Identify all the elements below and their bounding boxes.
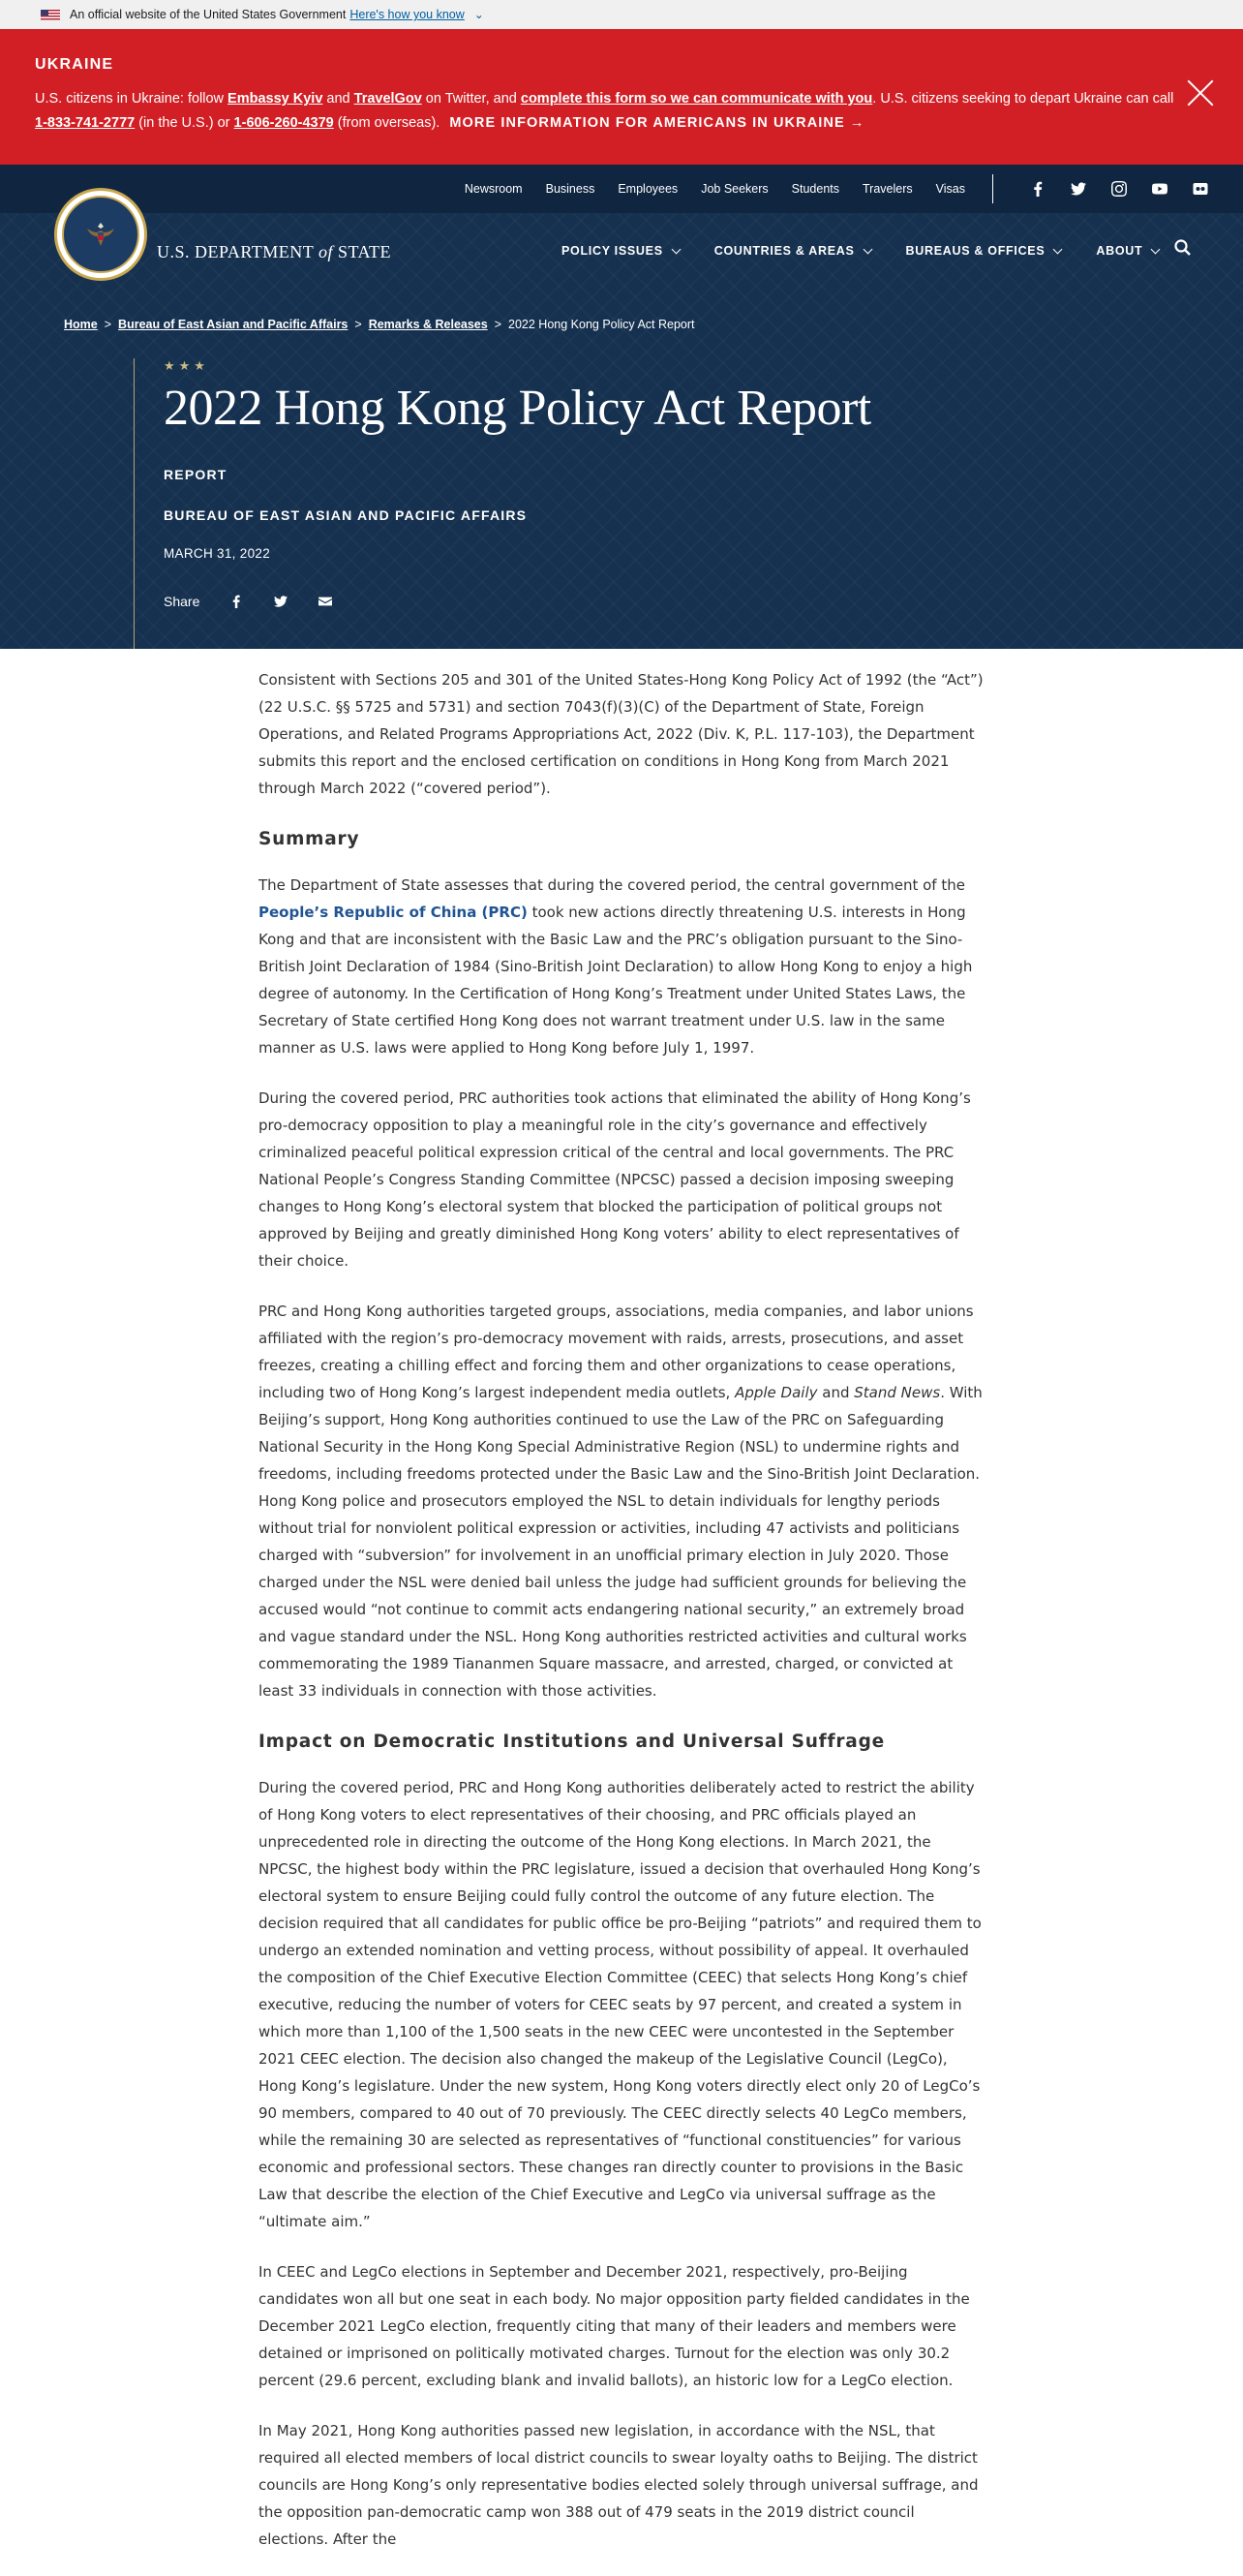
- search-icon[interactable]: [1173, 238, 1193, 258]
- summary-paragraph-1: [258, 872, 985, 1061]
- nav-countries-areas[interactable]: [714, 244, 871, 258]
- summary-paragraph-3: [258, 1298, 985, 1704]
- publish-date: MARCH 31, 2022: [164, 546, 270, 561]
- paragraph-text: . With Beijing’s support, Hong Kong authorities continued to use the Law of the PRC on Safeguarding National Security in the Hong Kong Special Administrative Region (NSL) to undermine rights and freedoms, including freedoms protected under the Basic Law and the Sino-British Joint Declaration. Hong Kong police and prosecutors employed the NSL to detain individuals for lengthy periods without trial for nonviolent political expression or activities, including 47 activists and politicians charged with “subversion” for involvement in an unofficial primary election in July 2020. Those charged under the NSL were denied bail unless the judge had sufficient grounds for believing the accused would “not continue to commit acts endangering national security,” an extremely broad and vague standard under the NSL. Hong Kong authorities restricted activities and cultural works commemorating the 1989 Tiananmen Square massacre, and arrested, charged, or convicted at least 33 individuals in connection with those activities.: [258, 1384, 983, 1700]
- alert-text: . U.S. citizens seeking to depart Ukraine can call: [872, 91, 1174, 107]
- breadcrumb-bureau[interactable]: Bureau of East Asian and Pacific Affairs: [118, 318, 349, 331]
- heres-how-you-know-link[interactable]: Here's how you know: [349, 8, 465, 21]
- summary-paragraph-2: During the covered period, PRC authorities took actions that eliminated the ability of Hong Kong’s pro-democracy opposition to play a meaningful role in the city’s governance and effectively criminalized peaceful political expression critical of the central and local governments. The PRC National People’s Congress Standing Committee (NPCSC) passed a decision imposing sweeping changes to Hong Kong’s electoral system that blocked the participation of political groups not approved by Beijing and greatly diminished Hong Kong voters’ ability to elect representatives of their choice.: [258, 1089, 971, 1270]
- flickr-icon[interactable]: [1191, 179, 1210, 199]
- utility-nav: [0, 165, 1243, 213]
- prc-link[interactable]: People’s Republic of China (PRC): [258, 904, 528, 921]
- chevron-down-icon: [1053, 244, 1063, 254]
- share-twitter-icon[interactable]: [273, 594, 288, 609]
- impact-paragraph-3: In May 2021, Hong Kong authorities passed new legislation, in accordance with the NSL, that required all elected members of local district councils to swear loyalty oaths to Beijing. The district councils are Hong Kong’s only representative bodies elected solely through universal suffrage, and the opposition pan-democratic camp won 388 out of 479 seats in the 2019 district council elections. After the: [258, 2422, 979, 2548]
- more-info-ukraine-link[interactable]: MORE INFORMATION FOR AMERICANS IN UKRAINE →: [449, 115, 865, 131]
- ukraine-alert: [0, 29, 1243, 165]
- hero-card: [134, 358, 871, 649]
- phone-us-link[interactable]: 1-833-741-2777: [35, 115, 136, 131]
- primary-nav: [561, 244, 1194, 258]
- embassy-kyiv-link[interactable]: Embassy Kyiv: [227, 91, 323, 107]
- content-type-label: REPORT: [164, 467, 227, 482]
- seal-inner: [62, 196, 139, 273]
- paragraph-text: The Department of State assesses that during the covered period, the central government of the: [258, 876, 965, 894]
- utility-link-travelers[interactable]: Travelers: [863, 182, 913, 196]
- page-title: 2022 Hong Kong Policy Act Report: [164, 381, 871, 436]
- utility-link-visas[interactable]: Visas: [935, 182, 965, 196]
- utility-link-job-seekers[interactable]: Job Seekers: [701, 182, 769, 196]
- article-body: [258, 666, 985, 2576]
- youtube-icon[interactable]: [1150, 179, 1169, 199]
- dept-name-of: of: [318, 242, 333, 261]
- close-icon[interactable]: [1187, 79, 1214, 107]
- alert-text: (in the U.S.) or: [135, 115, 234, 131]
- section-heading-impact: Impact on Democratic Institutions and Universal Suffrage: [258, 1732, 885, 1752]
- facebook-icon[interactable]: [1028, 179, 1047, 199]
- alert-text: and: [322, 91, 354, 107]
- breadcrumb-current: 2022 Hong Kong Policy Act Report: [508, 318, 695, 331]
- nav-about[interactable]: [1096, 244, 1159, 258]
- dept-name-text: U.S. DEPARTMENT: [157, 242, 318, 261]
- department-seal-logo[interactable]: [54, 188, 147, 281]
- twitter-icon[interactable]: [1069, 179, 1088, 199]
- eagle-icon: [83, 217, 118, 252]
- breadcrumb-home[interactable]: Home: [64, 318, 98, 331]
- alert-text: U.S. citizens in Ukraine: follow: [35, 91, 228, 107]
- chevron-down-icon[interactable]: ⌄: [473, 8, 484, 21]
- page-header: [0, 165, 1243, 649]
- travelgov-link[interactable]: TravelGov: [353, 91, 422, 107]
- phone-overseas-link[interactable]: 1-606-260-4379: [233, 115, 334, 131]
- instagram-icon[interactable]: [1109, 179, 1129, 199]
- impact-paragraph-2: In CEEC and LegCo elections in September and December 2021, respectively, pro-Beijing candidates won all but one seat in each body. No major opposition party fielded candidates in the December 2021 LegCo election, frequently citing that many of their leaders and members were detained or imprisoned on politically motivated charges. Turnout for the election was only 30.2 percent (29.6 percent, excluding blank and invalid ballots), an historic low for a LegCo election.: [258, 2263, 970, 2389]
- breadcrumb-separator: >: [494, 318, 502, 331]
- chevron-down-icon: [863, 244, 872, 254]
- impact-paragraph-1: During the covered period, PRC and Hong Kong authorities deliberately acted to restrict the ability of Hong Kong voters to elect representatives of their choosing, and PRC officials played an unprecedented role in directing the outcome of the Hong Kong elections. In March 2021, the NPCSC, the highest body within the PRC legislature, issued a decision that overhauled Hong Kong’s electoral system to ensure Beijing could fully control the outcome of any future election. The decision required that all candidates for public office be pro-Beijing “patriots” and required them to undergo an extended nomination and vetting process, without possibility of appeal. It overhauled the composition of the Chief Executive Election Committee (CEEC) that selects Hong Kong’s chief executive, reducing the number of voters for CEEC seats by 97 percent, and created a system in which more than 1,100 of the 1,500 seats in the new CEEC were uncontested in the September 2021 CEEC election. The decision also changed the makeup of the Legislative Council (LegCo), Hong Kong’s legislature. Under the new system, Hong Kong voters directly elect only 20 of LegCo’s 90 members, compared to 40 out of 70 previously. The CEEC directly selects 40 LegCo members, while the remaining 30 are selected as representatives of “functional constituencies” for various economic and professional sectors. These changes ran directly counter to provisions in the Basic Law that describe the election of the Chief Executive and LegCo via universal suffrage as the “ultimate aim.”: [258, 1779, 982, 2230]
- stars-icon: ★★★: [164, 358, 209, 373]
- divider: [992, 174, 993, 203]
- share-facebook-icon[interactable]: [228, 594, 244, 609]
- gov-banner-text: An official website of the United States Government: [70, 8, 347, 21]
- contact-form-link[interactable]: complete this form so we can communicate with you: [520, 91, 873, 107]
- nav-label: BUREAUS & OFFICES: [905, 244, 1046, 258]
- paragraph-text: PRC and Hong Kong authorities targeted groups, associations, media companies, and labor unions affiliated with the region’s pro-democracy movement with raids, arrests, prosecutions, and asset freezes, creating a chilling effect and forcing them and other organizations to cease operations, including two of Hong Kong’s largest independent media outlets,: [258, 1303, 974, 1401]
- outlet-name: Apple Daily: [735, 1384, 818, 1401]
- us-flag-icon: [41, 10, 60, 20]
- nav-policy-issues[interactable]: [561, 244, 680, 258]
- alert-text: on Twitter, and: [421, 91, 521, 107]
- share-email-icon[interactable]: [318, 594, 333, 609]
- nav-label: ABOUT: [1096, 244, 1143, 258]
- breadcrumb: [64, 318, 695, 331]
- dept-name-text: STATE: [332, 242, 392, 261]
- alert-title: UKRAINE: [35, 56, 114, 73]
- share-bar: [164, 594, 871, 609]
- utility-link-employees[interactable]: Employees: [618, 182, 679, 196]
- alert-body: [35, 87, 1187, 136]
- bureau-label: BUREAU OF EAST ASIAN AND PACIFIC AFFAIRS: [164, 507, 528, 523]
- nav-label: POLICY ISSUES: [561, 244, 663, 258]
- chevron-down-icon: [671, 244, 681, 254]
- main-nav: [0, 213, 1243, 296]
- chevron-down-icon: [1151, 244, 1161, 254]
- section-heading-summary: Summary: [258, 829, 360, 849]
- utility-link-newsroom[interactable]: Newsroom: [464, 182, 523, 196]
- alert-text: (from overseas).: [333, 115, 440, 131]
- outlet-name: Stand News: [854, 1384, 941, 1401]
- breadcrumb-separator: >: [354, 318, 362, 331]
- paragraph-text: and: [817, 1384, 855, 1401]
- department-name-logo[interactable]: [157, 242, 391, 262]
- utility-link-business[interactable]: Business: [545, 182, 595, 196]
- share-label: Share: [164, 594, 200, 609]
- gov-banner: [0, 0, 1243, 29]
- breadcrumb-remarks[interactable]: Remarks & Releases: [368, 318, 488, 331]
- nav-bureaus-offices[interactable]: [906, 244, 1062, 258]
- paragraph-text: took new actions directly threatening U.S. interests in Hong Kong and that are inconsistent with the Basic Law and the PRC’s obligation pursuant to the Sino-British Joint Declaration of 1984 (Sino-British Joint Declaration) to allow Hong Kong to enjoy a high degree of autonomy. In the Certification of Hong Kong’s Treatment under United States Laws, the Secretary of State certified Hong Kong does not warrant treatment under U.S. law in the same manner as U.S. laws were applied to Hong Kong before July 1, 1997.: [258, 904, 973, 1057]
- nav-label: COUNTRIES & AREAS: [713, 244, 855, 258]
- utility-link-students[interactable]: Students: [791, 182, 840, 196]
- article-intro: Consistent with Sections 205 and 301 of the United States-Hong Kong Policy Act of 1992 (the “Act”) (22 U.S.C. §§ 5725 and 5731) and section 7043(f)(3)(C) of the Department of State, Foreign Operations, and Related Programs Appropriations Act, 2022 (Div. K, P.L. 117-103), the Department submits this report and the enclosed certification on conditions in Hong Kong from March 2021 through March 2022 (“covered period”).: [258, 671, 984, 797]
- breadcrumb-separator: >: [104, 318, 112, 331]
